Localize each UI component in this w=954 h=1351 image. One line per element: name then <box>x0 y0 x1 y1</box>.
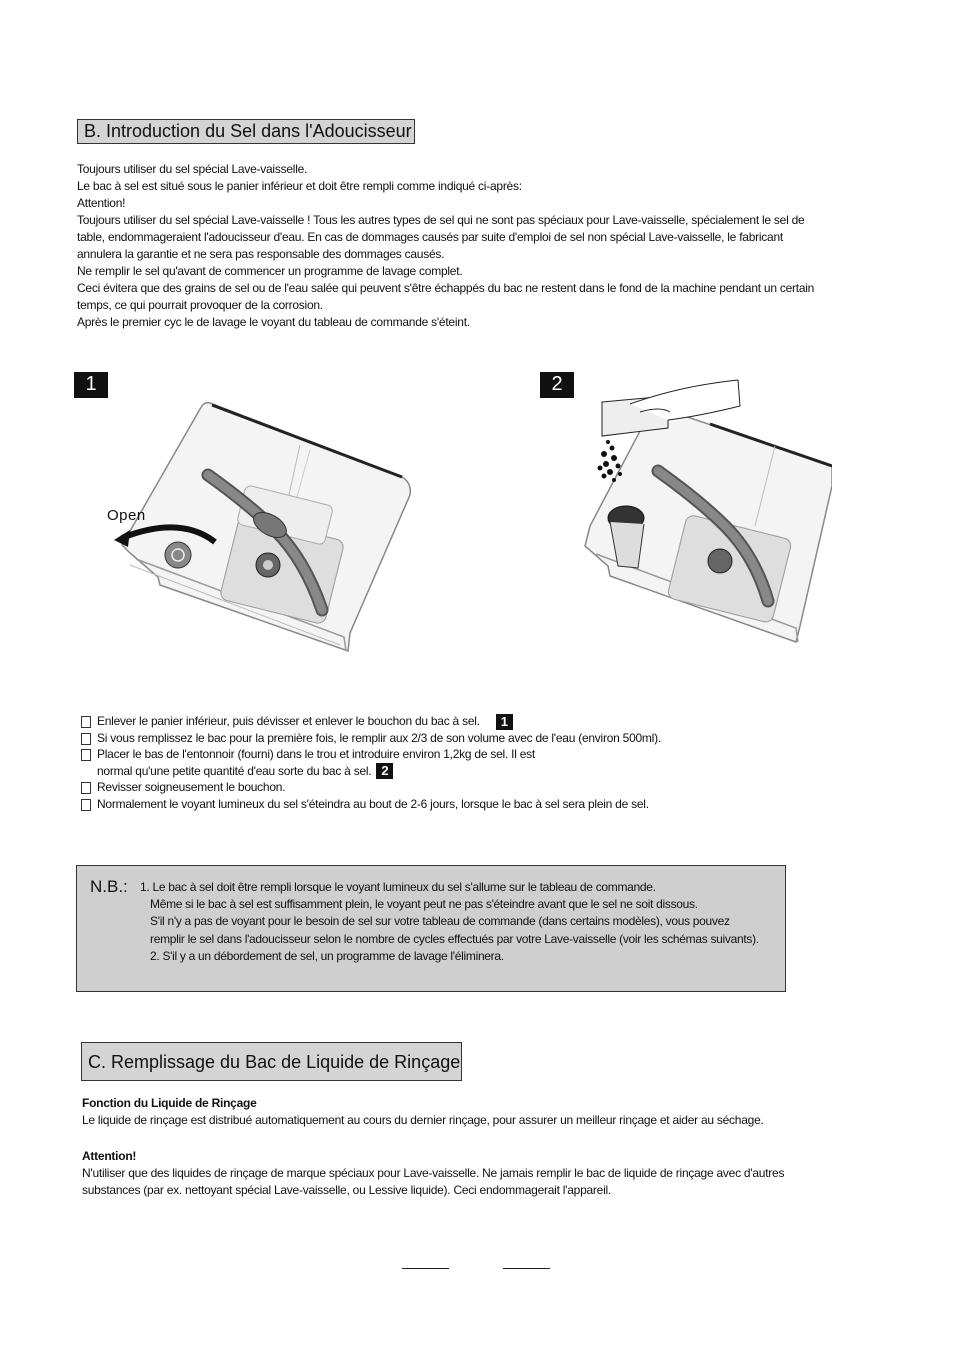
instruction-line: temps, ce qui pourrait provoquer de la corrosion. <box>77 298 323 312</box>
filter-knob <box>256 553 280 577</box>
step-text: Revisser soigneusement le bouchon. <box>97 780 286 794</box>
step-checkbox[interactable] <box>81 716 91 728</box>
attention-label: Attention! <box>77 196 126 210</box>
rinse-function-heading: Fonction du Liquide de Rinçage <box>82 1096 257 1110</box>
step-checkbox[interactable] <box>81 749 91 761</box>
rinse-attention-line: substances (par ex. nettoyant spécial Lave-vaisselle, ou Lessive liquide). Ceci endommagerait l'appareil. <box>82 1183 612 1197</box>
step-item <box>81 796 661 813</box>
step-item-continuation <box>81 763 661 780</box>
nb-line: 1. Le bac à sel doit être rempli lorsque le voyant lumineux du sel s'allume sur le tableau de commande. <box>140 880 656 894</box>
step-text: normal qu'une petite quantité d'eau sorte du bac à sel. <box>97 763 372 778</box>
warning-line: Toujours utiliser du sel spécial Lave-vaisselle ! Tous les autres types de sel qui ne sont pas spéciaux pour Lave-vaisselle, spécialement le sel de <box>77 213 805 227</box>
nb-line: 2. S'il y a un débordement de sel, un programme de lavage l'éliminera. <box>150 948 504 963</box>
section-b-title: B. Introduction du Sel dans l'Adoucisseur <box>77 119 415 144</box>
figure-1-number: 1 <box>74 372 108 398</box>
step-text: Enlever le panier inférieur, puis dévisser et enlever le bouchon du bac à sel. <box>97 714 480 728</box>
open-label: Open <box>107 507 146 524</box>
step-text: Normalement le voyant lumineux du sel s'éteindra au bout de 2-6 jours, lorsque le bac à sel sera plein de sel. <box>97 796 649 811</box>
nb-line: remplir le sel dans l'adoucisseur selon le nombre de cycles effectués par votre Lave-vaisselle (voir les schémas suivants). <box>150 931 759 946</box>
figure-2-number: 2 <box>540 372 574 398</box>
figure-2-salt-filling-illustration <box>570 376 832 661</box>
step-checkbox[interactable] <box>81 799 91 811</box>
rinse-attention-line: N'utiliser que des liquides de rinçage de marque spéciaux pour Lave-vaisselle. Ne jamais remplir le bac de liquide de rinçage avec d'autres <box>82 1166 785 1180</box>
steps-list <box>81 713 661 812</box>
step-checkbox[interactable] <box>81 733 91 745</box>
step-figure-badge: 2 <box>376 763 393 779</box>
step-item <box>81 730 661 747</box>
intro-line: Le bac à sel est situé sous le panier inférieur et doit être rempli comme indiqué ci-après: <box>77 179 522 193</box>
step-text: Si vous remplissez le bac pour la première fois, le remplir aux 2/3 de son volume avec de l'eau (environ 500ml). <box>97 730 661 745</box>
instruction-line: Après le premier cyc le de lavage le voyant du tableau de commande s'éteint. <box>77 315 470 329</box>
nb-note-box <box>76 865 786 992</box>
instruction-line: Ceci évitera que des grains de sel ou de l'eau salée qui peuvent s'être échappés du bac ne restent dans le fond de la machine pendant un certain <box>77 281 815 295</box>
figure-1-dishwasher-illustration <box>100 395 420 670</box>
step-item <box>81 746 661 763</box>
nb-label: N.B.: <box>90 877 128 896</box>
step-figure-badge: 1 <box>496 714 513 730</box>
section-b-body <box>77 161 814 331</box>
footer-rule-right <box>503 1268 550 1269</box>
footer-rule-left <box>402 1268 449 1269</box>
filter-knob <box>708 549 732 573</box>
step-item <box>81 779 661 796</box>
rinse-attention-heading: Attention! <box>82 1149 137 1163</box>
step-text: Placer le bas de l'entonnoir (fourni) dans le trou et introduire environ 1,2kg de sel. Il est <box>97 747 535 761</box>
step-item <box>81 713 661 730</box>
warning-line: table, endommageraient l'adoucisseur d'eau. En cas de dommages causés par suite d'emploi de sel non spécial Lave-vaisselle, le fabricant <box>77 230 783 244</box>
nb-line: S'il n'y a pas de voyant pour le besoin de sel sur votre tableau de commande (dans certains modèles), vous pouvez <box>150 914 730 929</box>
nb-line: Même si le bac à sel est suffisamment plein, le voyant peut ne pas s'éteindre avant que le sel ne soit dissous. <box>150 897 698 912</box>
intro-line: Toujours utiliser du sel spécial Lave-vaisselle. <box>77 162 308 176</box>
warning-line: annulera la garantie et ne sera pas responsable des dommages causés. <box>77 247 445 261</box>
step-checkbox[interactable] <box>81 782 91 794</box>
nb-text <box>140 879 759 965</box>
rinse-function-text: Le liquide de rinçage est distribué automatiquement au cours du dernier rinçage, pour assurer un meilleur rinçage et aider au séchage. <box>82 1113 764 1127</box>
salt-cap <box>165 542 191 568</box>
section-c-title: C. Remplissage du Bac de Liquide de Rinçage <box>81 1042 462 1081</box>
instruction-line: Ne remplir le sel qu'avant de commencer un programme de lavage complet. <box>77 264 463 278</box>
